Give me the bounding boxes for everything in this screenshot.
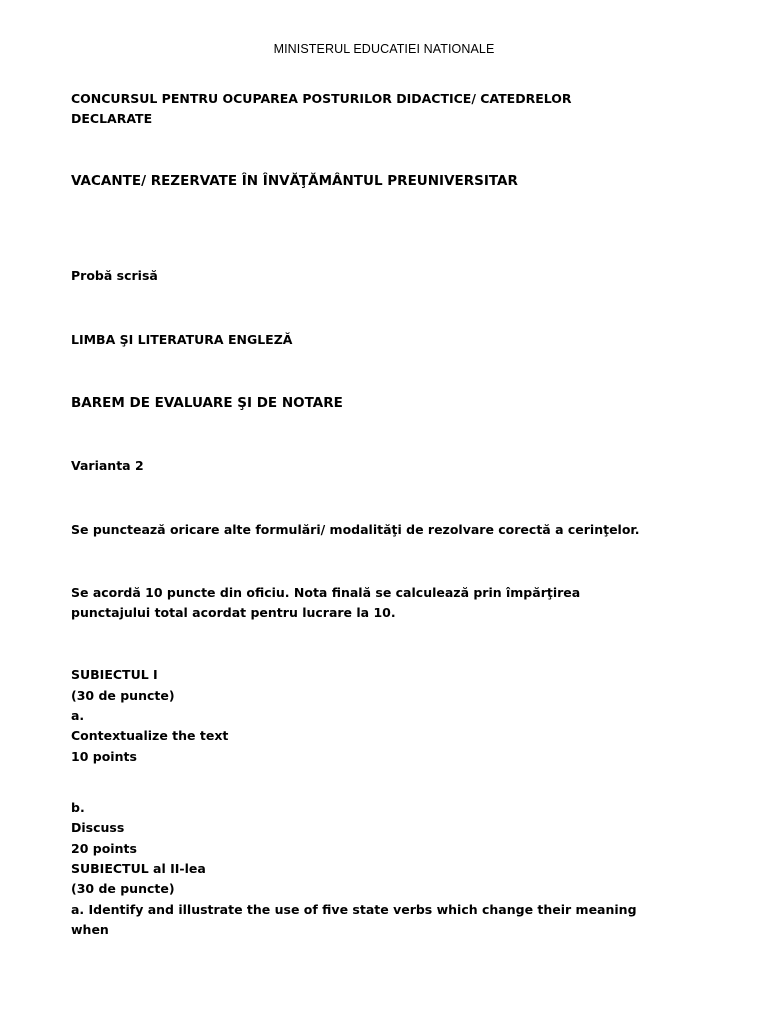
subject-name: LIMBA ŞI LITERATURA ENGLEZĂ [71, 332, 293, 347]
subject1-points: (30 de puncte) [71, 688, 175, 703]
subject1-item-b-task: Discuss [71, 820, 125, 835]
subject1-item-b-points: 20 points [71, 841, 137, 856]
subject2-item-a-line2: when [71, 922, 109, 937]
contest-title-line1: CONCURSUL PENTRU OCUPAREA POSTURILOR DIDACTICE/ CATEDRELOR [71, 91, 572, 106]
subject2-item-a-line1: a. Identify and illustrate the use of five state verbs which change their meaning [71, 902, 637, 917]
subject1-item-b-label: b. [71, 800, 85, 815]
contest-title-line2: DECLARATE [71, 111, 153, 126]
contest-title-line3: VACANTE/ REZERVATE ÎN ÎNVĂŢĂMÂNTUL PREUNIVERSITAR [71, 173, 518, 189]
note-points-line2: punctajului total acordat pentru lucrare la 10. [71, 605, 396, 620]
exam-type: Probă scrisă [71, 268, 158, 283]
subject1-item-a-task: Contextualize the text [71, 728, 229, 743]
subject1-item-a-label: a. [71, 708, 85, 723]
subject2-points: (30 de puncte) [71, 881, 175, 896]
subject1-item-a-points: 10 points [71, 749, 137, 764]
subject1-title: SUBIECTUL I [71, 667, 158, 682]
document-type: BAREM DE EVALUARE ŞI DE NOTARE [71, 395, 343, 411]
variant-label: Varianta 2 [71, 458, 144, 473]
note-points-line1: Se acordă 10 puncte din oficiu. Nota finală se calculează prin împărţirea [71, 585, 581, 600]
ministry-header: MINISTERUL EDUCATIEI NATIONALE [273, 42, 495, 56]
subject2-title: SUBIECTUL al II-lea [71, 861, 206, 876]
note-alternative-solutions: Se punctează oricare alte formulări/ modalităţi de rezolvare corectă a cerinţelor. [71, 522, 640, 537]
